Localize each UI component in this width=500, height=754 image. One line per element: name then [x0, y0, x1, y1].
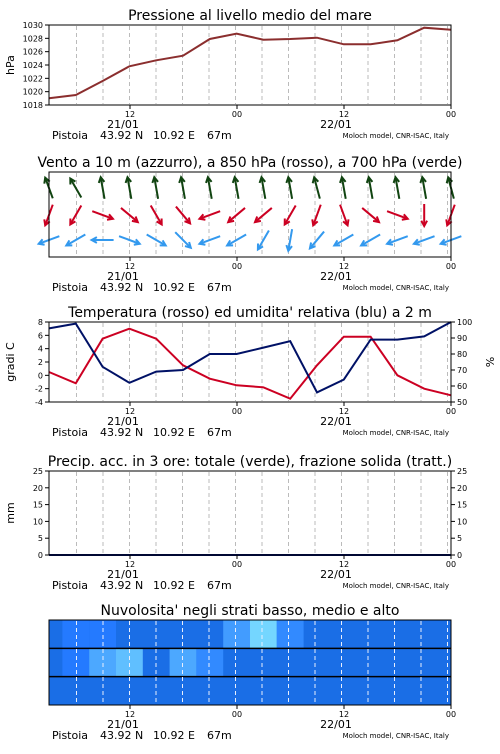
temperature-y-right-tick-label: 80	[457, 350, 467, 359]
clouds-footer-lon: 10.92 E	[153, 729, 195, 742]
cloud-cell	[196, 648, 223, 676]
wind-date-label: 21/01	[107, 270, 139, 283]
wind-x-tick-label: 00	[446, 262, 456, 271]
precip-y-right-tick-label: 0	[457, 551, 462, 560]
wind-700-arrow	[70, 178, 81, 197]
temperature-date-label: 21/01	[107, 415, 139, 428]
wind-850-arrow-shaft	[362, 208, 379, 222]
wind-10m-arrow	[66, 235, 85, 246]
wind-10m-arrow	[310, 232, 324, 249]
wind-10m-arrow	[227, 235, 246, 246]
precip-y-tick-label: 10	[33, 517, 43, 526]
wind-850-arrow	[387, 211, 408, 219]
wind-850-arrow	[199, 211, 220, 219]
temperature-y-tick-label: 8	[38, 318, 43, 327]
pressure-x-tick-label: 12	[339, 110, 349, 119]
wind-10m-arrow-shaft	[310, 232, 324, 249]
clouds-x-tick-label: 12	[125, 710, 135, 719]
pressure-footer-elevation: 67m	[207, 129, 232, 142]
wind-700-arrow	[99, 177, 105, 199]
cloud-cell	[62, 648, 89, 676]
precip-y-tick-label: 25	[33, 467, 43, 476]
temperature-y-tick-label: -2	[35, 385, 43, 394]
wind-850-arrow-shaft	[228, 208, 245, 222]
wind-700-arrow	[126, 177, 132, 199]
clouds-footer-elevation: 67m	[207, 729, 232, 742]
pressure-y-tick-label: 1024	[23, 61, 43, 70]
temperature-x-tick-label: 12	[339, 407, 349, 416]
clouds-title: Nuvolosita' negli strati basso, medio e alto	[101, 603, 400, 619]
clouds-date-label: 21/01	[107, 718, 139, 731]
pressure-footer-credit: Moloch model, CNR-ISAC, Italy	[343, 132, 449, 140]
pressure-y-tick-label: 1030	[23, 21, 43, 30]
wind-10m-arrow	[258, 230, 269, 249]
humidity-line	[49, 322, 451, 392]
temperature-y-right-label: %	[483, 357, 496, 367]
temperature-y-right-tick-label: 100	[457, 318, 472, 327]
wind-footer-lat: 43.92 N	[100, 281, 143, 294]
wind-10m-arrow	[175, 232, 191, 248]
temperature-footer-credit: Moloch model, CNR-ISAC, Italy	[343, 429, 449, 437]
cloud-cell	[277, 620, 304, 648]
temperature-y-right-tick-label: 50	[457, 398, 467, 407]
precip-date-label: 22/01	[320, 568, 352, 581]
cloud-cell	[62, 620, 89, 648]
wind-x-tick-label: 00	[232, 262, 242, 271]
wind-10m-arrow-shaft	[334, 235, 353, 246]
wind-10m-arrow	[414, 236, 435, 244]
pressure-y-tick-label: 1026	[23, 48, 43, 57]
wind-10m-arrow	[199, 236, 220, 244]
pressure-date-label: 21/01	[107, 118, 139, 131]
wind-10m-arrow	[334, 235, 353, 246]
wind-x-tick-label: 12	[125, 262, 135, 271]
wind-850-arrow	[312, 205, 320, 226]
pressure-x-tick-label: 00	[446, 110, 456, 119]
precip-footer-location: Pistoia	[52, 579, 88, 592]
wind-700-arrow	[286, 177, 292, 199]
precip-footer-elevation: 67m	[207, 579, 232, 592]
pressure-y-tick-label: 1020	[23, 88, 43, 97]
wind-10m-arrow-shaft	[227, 235, 246, 246]
wind-850-arrow-shaft	[70, 205, 81, 224]
wind-850-arrow	[176, 207, 190, 224]
pressure-y-label: hPa	[4, 55, 17, 75]
wind-850-arrow-shaft	[285, 205, 296, 224]
temperature-plot-frame	[49, 322, 451, 402]
temperature-y-right-tick-label: 70	[457, 366, 467, 375]
clouds-x-tick-label: 00	[232, 710, 242, 719]
clouds-footer-credit: Moloch model, CNR-ISAC, Italy	[343, 732, 449, 740]
wind-date-label: 22/01	[320, 270, 352, 283]
precip-footer-lat: 43.92 N	[100, 579, 143, 592]
wind-footer-location: Pistoia	[52, 281, 88, 294]
temperature-y-label: gradi C	[4, 342, 17, 382]
wind-850-arrow	[285, 205, 296, 224]
pressure-y-tick-label: 1028	[23, 34, 43, 43]
wind-10m-arrow	[286, 229, 292, 251]
wind-850-arrow-shaft	[255, 208, 272, 222]
precip-x-tick-label: 12	[125, 560, 135, 569]
wind-700-arrow-shaft	[70, 178, 81, 197]
wind-10m-arrow-shaft	[66, 235, 85, 246]
clouds-x-tick-label: 12	[339, 710, 349, 719]
temperature-x-tick-label: 00	[446, 407, 456, 416]
temperature-y-tick-label: 4	[38, 345, 43, 354]
temperature-y-tick-label: 0	[38, 371, 43, 380]
precip-plot-frame	[49, 471, 451, 555]
wind-footer-elevation: 67m	[207, 281, 232, 294]
temperature-x-tick-label: 00	[232, 407, 242, 416]
wind-title: Vento a 10 m (azzurro), a 850 hPa (rosso), a 700 hPa (verde)	[37, 155, 462, 171]
temperature-date-label: 22/01	[320, 415, 352, 428]
pressure-footer-lon: 10.92 E	[153, 129, 195, 142]
precip-x-tick-label: 00	[446, 560, 456, 569]
pressure-title: Pressione al livello medio del mare	[128, 8, 372, 24]
pressure-x-tick-label: 12	[125, 110, 135, 119]
precip-footer-lon: 10.92 E	[153, 579, 195, 592]
temperature-y-right-tick-label: 60	[457, 382, 467, 391]
wind-850-arrow	[255, 208, 272, 222]
pressure-y-tick-label: 1018	[23, 101, 43, 110]
pressure-footer-lat: 43.92 N	[100, 129, 143, 142]
precip-y-tick-label: 5	[38, 534, 43, 543]
wind-850-arrow	[421, 204, 427, 226]
temperature-y-tick-label: -4	[35, 398, 43, 407]
temperature-footer-lon: 10.92 E	[153, 426, 195, 439]
precip-y-tick-label: 20	[33, 484, 43, 493]
wind-footer-lon: 10.92 E	[153, 281, 195, 294]
pressure-y-tick-label: 1022	[23, 74, 43, 83]
temperature-footer-location: Pistoia	[52, 426, 88, 439]
wind-footer-credit: Moloch model, CNR-ISAC, Italy	[343, 284, 449, 292]
cloud-cell	[223, 620, 250, 648]
temperature-title: Temperatura (rosso) ed umidita' relativa (blu) a 2 m	[67, 305, 432, 321]
precip-y-tick-label: 15	[33, 501, 43, 510]
pressure-line	[49, 28, 451, 99]
precip-date-label: 21/01	[107, 568, 139, 581]
clouds-x-tick-label: 00	[446, 710, 456, 719]
clouds-footer-location: Pistoia	[52, 729, 88, 742]
precip-y-label: mm	[4, 502, 17, 523]
precip-y-right-tick-label: 5	[457, 534, 462, 543]
wind-850-arrow	[228, 208, 245, 222]
cloud-cell	[250, 620, 277, 648]
wind-700-arrow	[152, 177, 158, 199]
clouds-date-label: 22/01	[320, 718, 352, 731]
precip-y-right-tick-label: 20	[457, 484, 467, 493]
precip-y-right-tick-label: 10	[457, 517, 467, 526]
wind-x-tick-label: 12	[339, 262, 349, 271]
wind-700-arrow	[313, 177, 320, 198]
precip-x-tick-label: 12	[339, 560, 349, 569]
wind-850-arrow	[70, 205, 81, 224]
temperature-footer-lat: 43.92 N	[100, 426, 143, 439]
temperature-y-right-tick-label: 90	[457, 334, 467, 343]
wind-10m-arrow	[387, 236, 408, 244]
clouds-footer-lat: 43.92 N	[100, 729, 143, 742]
precip-footer-credit: Moloch model, CNR-ISAC, Italy	[343, 582, 449, 590]
wind-10m-arrow-shaft	[258, 230, 269, 249]
temperature-y-tick-label: 6	[38, 331, 43, 340]
temperature-footer-elevation: 67m	[207, 426, 232, 439]
wind-700-arrow	[340, 177, 346, 199]
wind-850-arrow	[362, 208, 379, 222]
pressure-x-tick-label: 00	[232, 110, 242, 119]
pressure-footer-location: Pistoia	[52, 129, 88, 142]
temperature-y-tick-label: 2	[38, 358, 43, 367]
precip-y-right-tick-label: 25	[457, 467, 467, 476]
pressure-date-label: 22/01	[320, 118, 352, 131]
wind-10m-arrow-shaft	[361, 235, 380, 246]
precip-x-tick-label: 00	[232, 560, 242, 569]
precip-title: Precip. acc. in 3 ore: totale (verde), frazione solida (tratt.)	[48, 454, 452, 470]
wind-10m-arrow	[361, 235, 380, 246]
precip-y-right-tick-label: 15	[457, 501, 467, 510]
temperature-x-tick-label: 12	[125, 407, 135, 416]
precip-y-tick-label: 0	[38, 551, 43, 560]
